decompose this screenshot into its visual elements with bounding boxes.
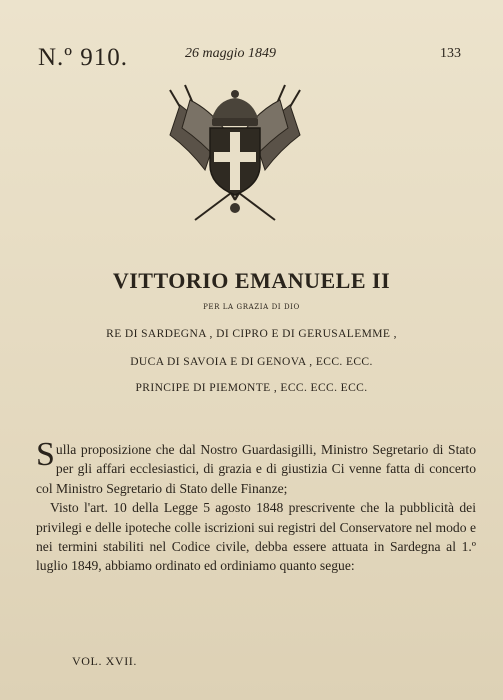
title-line-3: PRINCIPE DI PIEMONTE , ECC. ECC. ECC. xyxy=(135,382,368,394)
volume-label: VOL. XVII. xyxy=(72,654,137,668)
drop-cap: S xyxy=(36,436,55,473)
decree-body xyxy=(36,436,476,576)
page-number: 133 xyxy=(440,46,461,61)
decree-date: 26 maggio 1849 xyxy=(185,46,276,61)
decree-number: N.º 910. xyxy=(38,44,129,71)
paragraph-1-text: ulla proposizione che dal Nostro Guardasigilli, Ministro Segretario di Stato per gli affari ecclesiastici, di grazia e di giustizia Ci venne fatta di concerto col Ministro Segretario di Stato delle Finanze; xyxy=(36,442,476,496)
sovereign-name: VITTORIO EMANUELE II xyxy=(112,268,391,293)
paragraph-1 xyxy=(36,436,476,498)
title-line-1: RE DI SARDEGNA , DI CIPRO E DI GERUSALEMME , xyxy=(106,328,397,340)
paragraph-2: Visto l'art. 10 della Legge 5 agosto 1848 prescrivente che la pubblicità dei privilegi e delle ipoteche colle iscrizioni sui registri del Conservatore nel modo e nei termini stabiliti nel Codice civile, debba essere attuata in Sardegna al 1.º luglio 1849, abbiamo ordinato ed ordiniamo quanto segue: xyxy=(36,500,476,574)
grace-formula: PER LA GRAZIA DI DIO xyxy=(203,303,300,311)
title-line-2: DUCA DI SAVOIA E DI GENOVA , ECC. ECC. xyxy=(130,356,373,368)
savoy-coat-of-arms-icon xyxy=(140,80,330,230)
